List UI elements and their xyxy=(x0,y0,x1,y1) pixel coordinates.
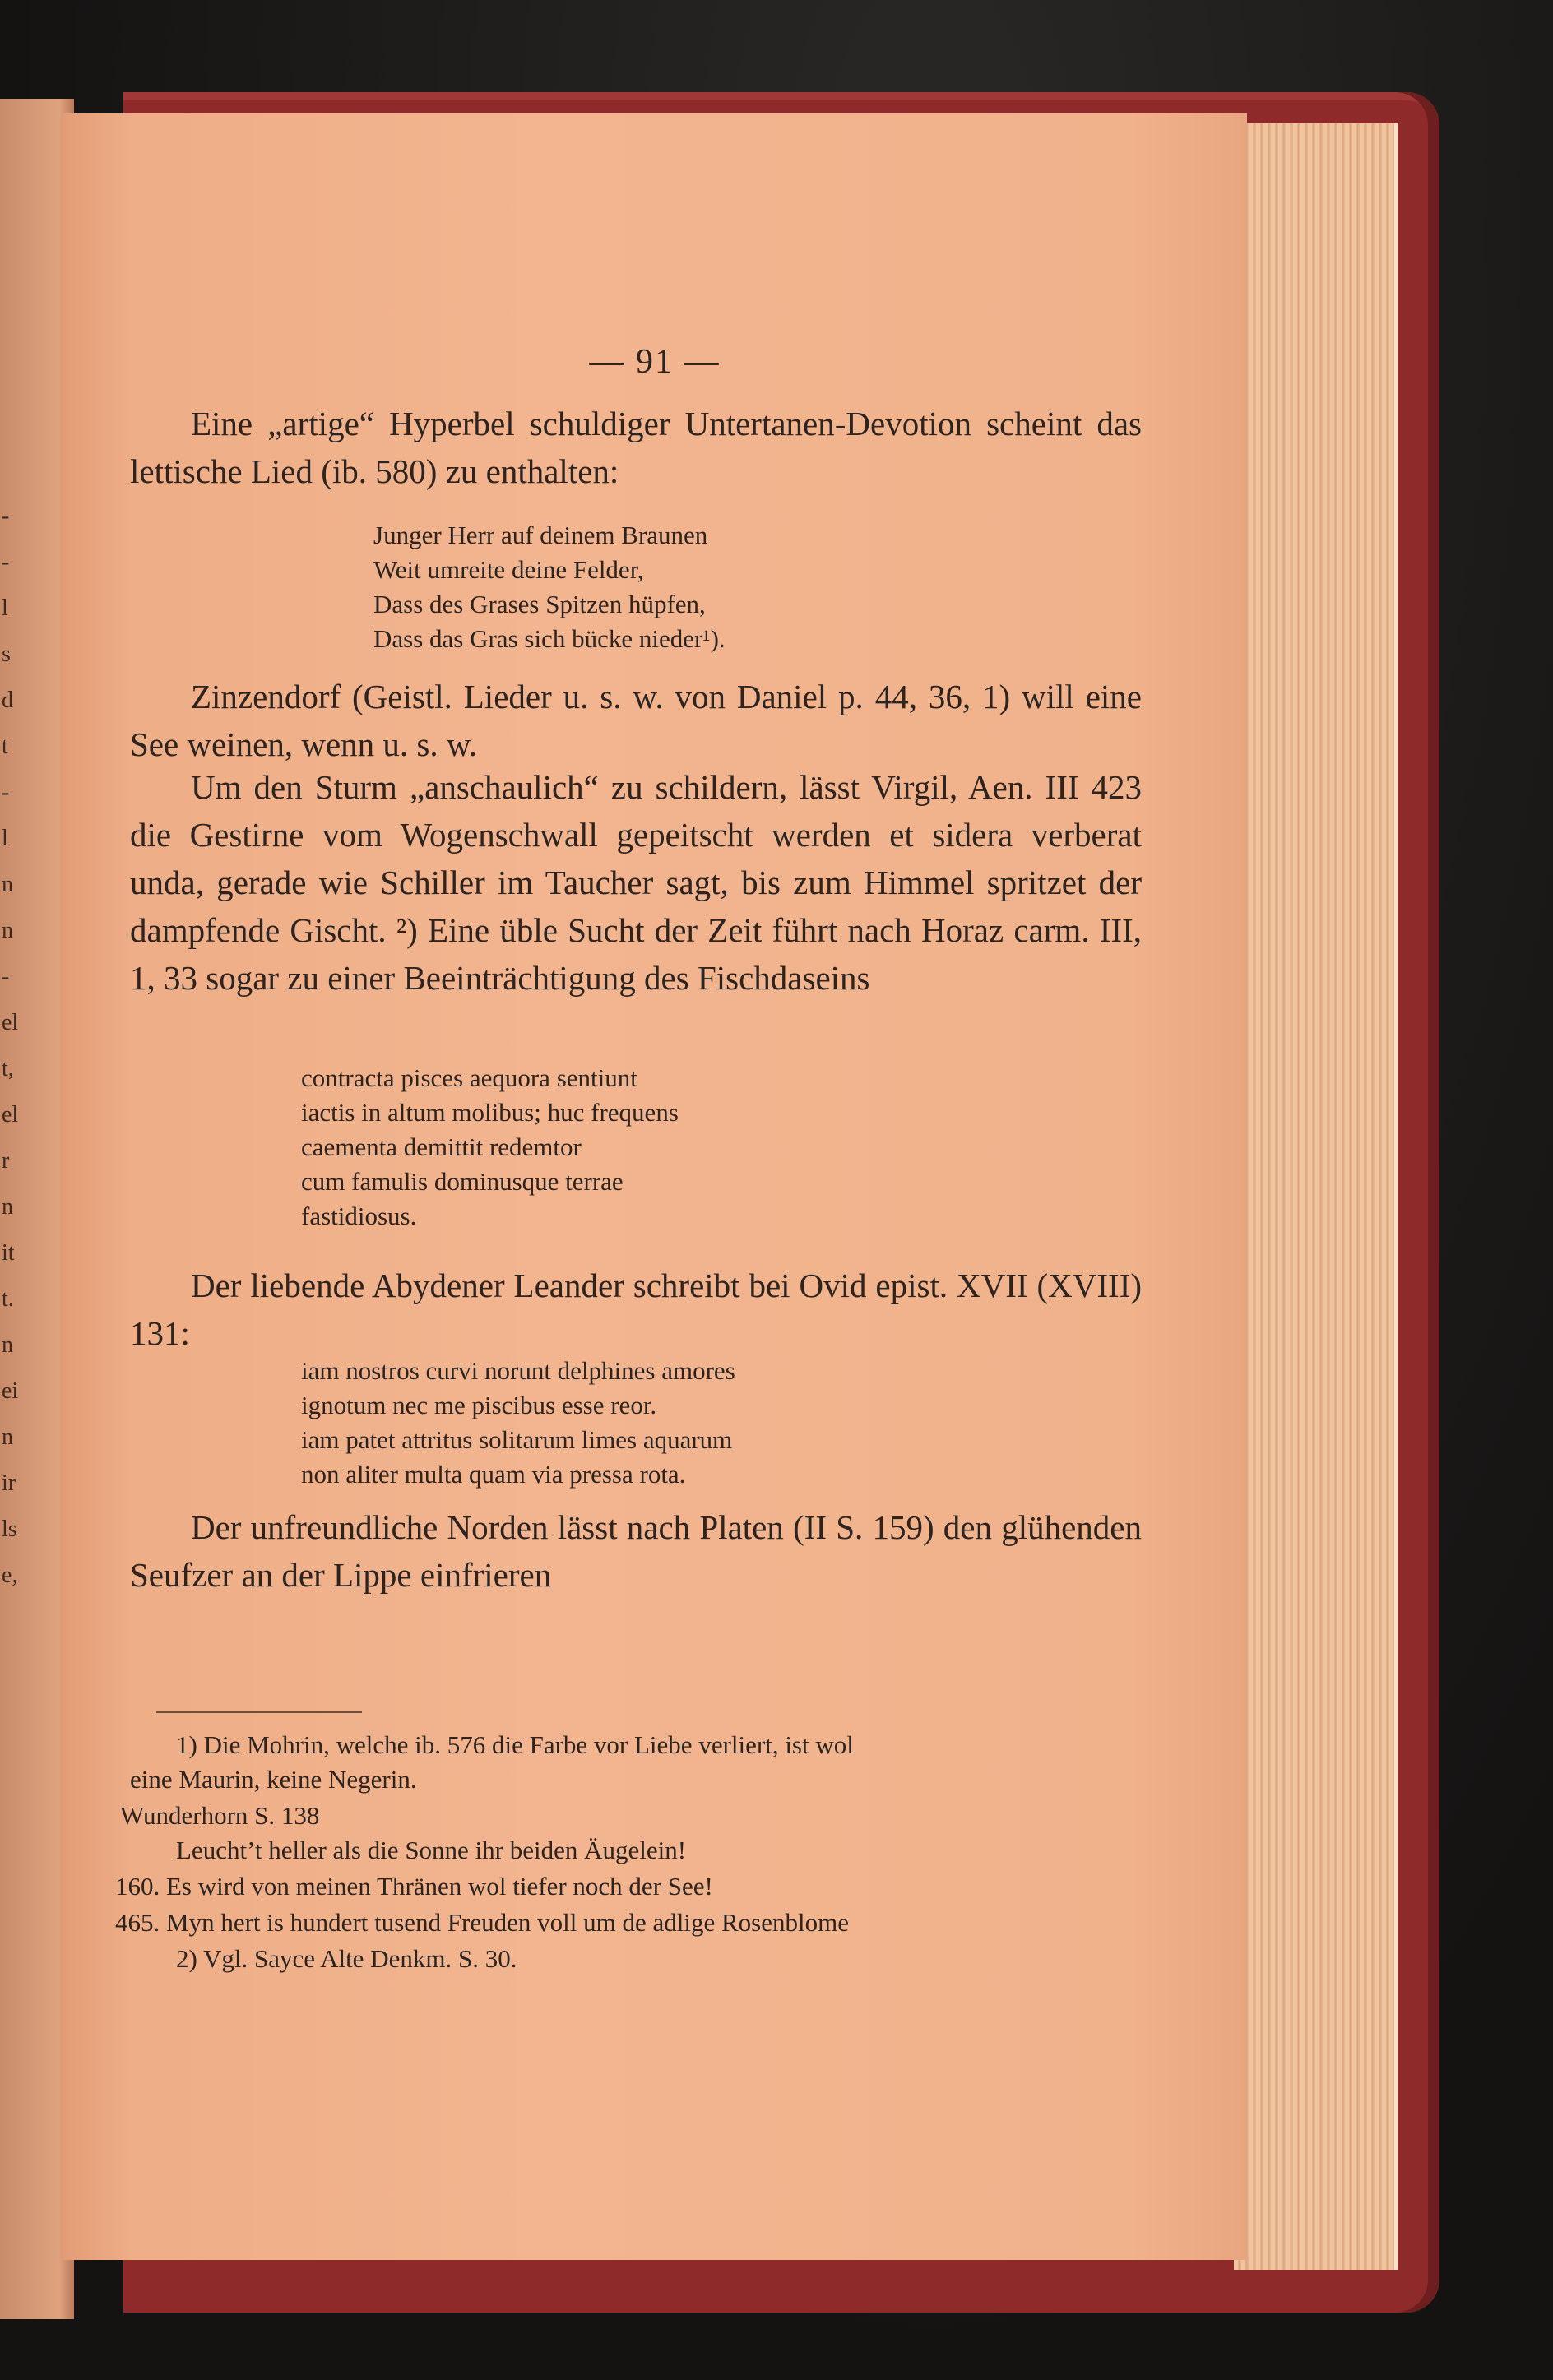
previous-page-fragment: ls xyxy=(2,1516,17,1542)
footnote-line: 465. Myn hert is hundert tusend Freuden voll um de adlige Rosenblome xyxy=(115,1908,849,1937)
paragraph-2: Zinzendorf (Geistl. Lieder u. s. w. von Daniel p. 44, 36, 1) will eine See weinen, wenn u. s. w. xyxy=(130,678,1142,763)
previous-page-fragment: d xyxy=(2,688,13,713)
previous-page-fragment: ei xyxy=(2,1378,19,1404)
verse-line: Dass des Grases Spitzen hüpfen, xyxy=(373,590,706,618)
footnote-line: Wunderhorn S. 138 xyxy=(120,1801,320,1830)
page-edges xyxy=(1234,123,1398,2270)
previous-page-fragment: ir xyxy=(2,1470,16,1496)
verse-block-3 xyxy=(301,1354,735,1492)
previous-page-fragment: r xyxy=(2,1148,10,1174)
footnote-line: 160. Es wird von meinen Thränen wol tiefer noch der See! xyxy=(115,1872,713,1901)
verse-line: cum famulis dominusque terrae xyxy=(301,1167,624,1196)
footnote-line: 2) Vgl. Sayce Alte Denkm. S. 30. xyxy=(176,1944,517,1973)
verse-line: iam nostros curvi norunt delphines amores xyxy=(301,1356,735,1385)
paragraph-3: Um den Sturm „anschaulich“ zu schildern, lässt Virgil, Aen. III 423 die Gestirne vom Wogenschwall gepeitscht werden et sidera verberat unda, gerade wie Schiller im Taucher sagt, bis zum Himmel spritzet der dampfende Gischt. ²) Eine üble Sucht der Zeit führt nach Horaz carm. III, 1, 33 sogar zu einer Beeinträchtigung des Fischdaseins xyxy=(130,768,1142,997)
previous-page-fragment: t xyxy=(2,734,8,759)
verse-line: ignotum nec me piscibus esse reor. xyxy=(301,1391,657,1419)
footnote-line: Leucht’t heller als die Sonne ihr beiden Äugelein! xyxy=(176,1836,687,1864)
previous-page-fragment: - xyxy=(2,964,10,989)
previous-page-fragment: n xyxy=(2,1424,13,1450)
paragraph-5: Der unfreundliche Norden lässt nach Platen (II S. 159) den glühenden Seufzer an der Lippe einfrieren xyxy=(130,1508,1142,1594)
previous-page-fragment: n xyxy=(2,918,13,943)
previous-page-fragment: t. xyxy=(2,1286,14,1312)
previous-page-fragment: el xyxy=(2,1102,19,1127)
previous-page-fragment: - xyxy=(2,503,10,529)
paragraph-4: Der liebende Abydener Leander schreibt bei Ovid epist. XVII (XVIII) 131: xyxy=(130,1266,1142,1352)
previous-page-text-fragments xyxy=(2,493,26,1599)
footnote-line: eine Maurin, keine Negerin. xyxy=(130,1765,417,1794)
previous-page-fragment: l xyxy=(2,826,8,851)
previous-page-fragment: t, xyxy=(2,1056,14,1081)
previous-page-fragment: n xyxy=(2,1194,13,1220)
verse-line: Dass das Gras sich bücke nieder¹). xyxy=(373,624,726,653)
verse-block-1 xyxy=(373,518,726,656)
verse-line: iam patet attritus solitarum limes aquarum xyxy=(301,1425,733,1454)
previous-page-fragment: n xyxy=(2,1332,13,1358)
previous-page-fragment: e, xyxy=(2,1563,18,1588)
footnote-line: 1) Die Mohrin, welche ib. 576 die Farbe vor Liebe verliert, ist wol xyxy=(176,1730,854,1759)
verse-line: Junger Herr auf deinem Braunen xyxy=(373,521,708,549)
paragraph-1: Eine „artige“ Hyperbel schuldiger Untertanen-Devotion scheint das lettische Lied (ib. 580) zu enthalten: xyxy=(130,405,1142,490)
previous-page-fragment: s xyxy=(2,641,11,667)
verse-line: iactis in altum molibus; huc frequens xyxy=(301,1098,679,1127)
previous-page-fragment: - xyxy=(2,549,10,575)
verse-line: Weit umreite deine Felder, xyxy=(373,555,644,584)
book-page xyxy=(63,113,1247,2260)
verse-line: contracta pisces aequora sentiunt xyxy=(301,1063,637,1092)
verse-line: fastidiosus. xyxy=(301,1202,417,1230)
previous-page-fragment: l xyxy=(2,595,8,621)
verse-block-2 xyxy=(301,1061,679,1234)
page-number: — 91 — xyxy=(589,343,721,381)
previous-page-fragment: - xyxy=(2,780,10,805)
previous-page-fragment: it xyxy=(2,1240,15,1266)
footnote-rule xyxy=(156,1711,362,1713)
verse-line: caementa demittit redemtor xyxy=(301,1132,582,1161)
previous-page-fragment: el xyxy=(2,1010,19,1035)
previous-page-fragment: n xyxy=(2,872,13,897)
verse-line: non aliter multa quam via pressa rota. xyxy=(301,1460,686,1489)
